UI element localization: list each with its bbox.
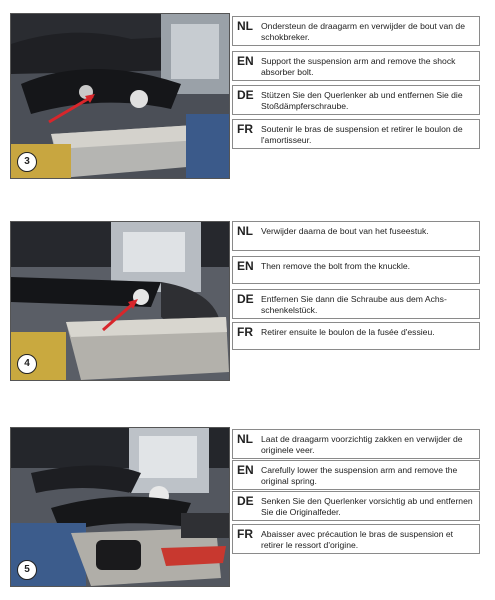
step-3-photo [10, 13, 230, 179]
instruction-fr [232, 119, 480, 149]
instruction-en [232, 256, 480, 284]
instruction-fr [232, 524, 480, 554]
language-code: DE [237, 494, 254, 508]
instruction-nl [232, 429, 480, 459]
language-code: EN [237, 54, 254, 68]
language-code: NL [237, 224, 253, 238]
instruction-nl [232, 16, 480, 46]
language-code: NL [237, 19, 253, 33]
instruction-text: Carefully lower the suspension arm and remove the original spring. [261, 465, 458, 486]
instruction-text: Retirer ensuite le boulon de la fusée d'essieu. [261, 327, 435, 337]
language-code: DE [237, 292, 254, 306]
instruction-de [232, 289, 480, 319]
instruction-text: Soutenir le bras de suspension et retirer le boulon de l'amortisseur. [261, 124, 463, 145]
instruction-text: Then remove the bolt from the knuckle. [261, 261, 411, 271]
instruction-text: Ondersteun de draagarm en verwijder de bout van de schokbreker. [261, 21, 465, 42]
instruction-text: Support the suspension arm and remove the shock absorber bolt. [261, 56, 456, 77]
instruction-text: Laat de draagarm voorzichtig zakken en verwijder de originele veer. [261, 434, 463, 455]
instruction-en [232, 51, 480, 81]
instruction-en [232, 460, 480, 490]
language-code: FR [237, 122, 253, 136]
instruction-fr [232, 322, 480, 350]
language-code: FR [237, 325, 253, 339]
language-code: EN [237, 463, 254, 477]
instruction-text: Abaisser avec précaution le bras de suspension et retirer le ressort d'origine. [261, 529, 454, 550]
instruction-text: Senken Sie den Querlenker vorsichtig ab und entfernen Sie die Originalfeder. [261, 496, 473, 517]
instruction-nl [232, 221, 480, 251]
step-5-photo [10, 427, 230, 587]
language-code: FR [237, 527, 253, 541]
instruction-text: Entfernen Sie dann die Schraube aus dem Achs-schenkelstück. [261, 294, 447, 315]
language-code: EN [237, 259, 254, 273]
step-4-photo [10, 221, 230, 381]
instruction-de [232, 85, 480, 115]
instruction-text: Stützen Sie den Querlenker ab und entfernen Sie die Stoßdämpferschraube. [261, 90, 463, 111]
step-number-badge: 5 [17, 560, 37, 580]
instruction-de [232, 491, 480, 521]
language-code: NL [237, 432, 253, 446]
step-number-badge: 3 [17, 152, 37, 172]
instruction-text: Verwijder daarna de bout van het fuseestuk. [261, 226, 429, 236]
step-number-badge: 4 [17, 354, 37, 374]
language-code: DE [237, 88, 254, 102]
